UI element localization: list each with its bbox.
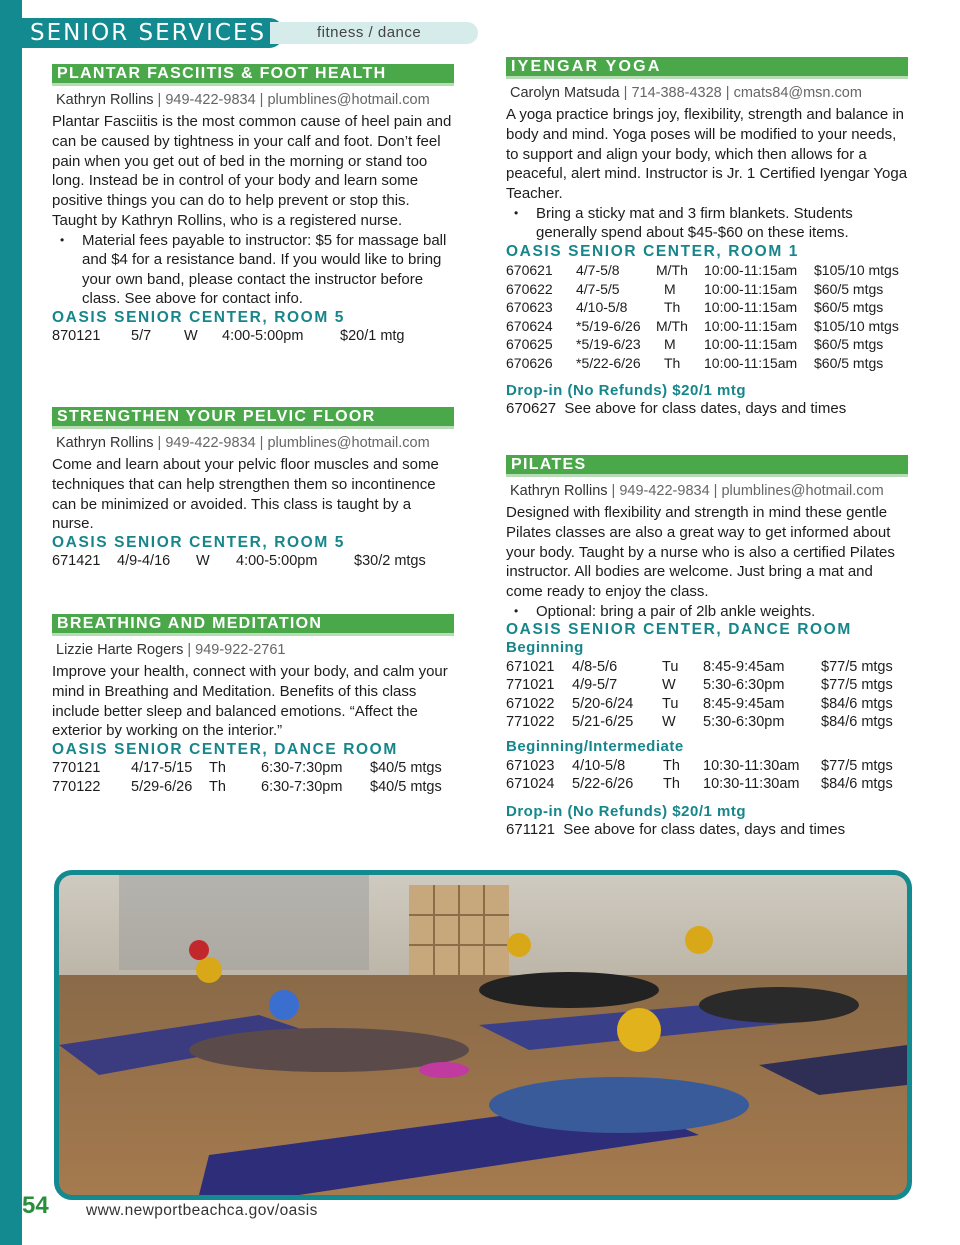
footer-url[interactable]: www.newportbeachca.gov/oasis <box>86 1202 318 1219</box>
course-day: M <box>664 336 676 353</box>
section-description: Plantar Fasciitis is the most common cause of heel pain and can be caused by tightness in your calf and foot. Don’t feel pain when you get out of bed in the morning or stand too long. Instead be in control of your body and learn some positive things you can do to help prevent or stop this. Taught by Kathryn Rollins, who is a registered nurse. <box>52 113 452 229</box>
instructor-name: Kathryn Rollins <box>56 92 154 108</box>
table-row <box>506 298 899 317</box>
instructor-phone: 949-422-9834 <box>619 483 710 499</box>
course-fee: $84/6 mtgs <box>821 714 893 731</box>
dropin-text: See above for class dates, days and times <box>563 821 846 839</box>
page-sidebar-stripe <box>0 0 22 1245</box>
table-row <box>506 713 893 732</box>
course-day: Th <box>664 354 681 371</box>
course-dates: 4/17-5/15 <box>131 760 193 777</box>
instructor-phone: 949-422-9834 <box>165 435 256 451</box>
course-fee: $77/5 mtgs <box>821 677 893 694</box>
course-time: 10:00-11:15am <box>704 280 798 297</box>
table-row <box>506 657 893 676</box>
table-row <box>506 756 893 775</box>
section-plantar <box>52 64 454 345</box>
dropin-line <box>506 400 908 418</box>
course-time: 10:00-11:15am <box>704 336 798 353</box>
course-day: W <box>662 677 676 694</box>
table-row <box>506 316 899 335</box>
table-row <box>52 552 426 571</box>
instructor-line: Kathryn Rollins | 949-422-9834 | plumblines@hotmail.com <box>56 435 430 451</box>
course-fee: $60/5 mtgs <box>814 354 884 371</box>
course-fee: $60/5 mtgs <box>814 280 884 297</box>
schedule-table <box>506 261 899 372</box>
course-dates: *5/19-6/23 <box>576 336 641 353</box>
location-label: OASIS SENIOR CENTER, DANCE ROOM <box>52 741 398 759</box>
instructor-name: Lizzie Harte Rogers <box>56 642 184 658</box>
dropin-label: Drop-in (No Refunds) $20/1 mtg <box>506 381 747 399</box>
course-time: 8:45-9:45am <box>703 695 785 712</box>
course-code: 670622 <box>506 280 553 297</box>
instructor-phone: 949-922-2761 <box>195 642 286 658</box>
course-fee: $105/10 mtgs <box>814 262 899 279</box>
location-label: OASIS SENIOR CENTER, ROOM 5 <box>52 308 345 326</box>
course-dates: 5/7 <box>131 328 152 345</box>
course-fee: $84/6 mtgs <box>821 695 893 712</box>
course-code: 670623 <box>506 299 553 316</box>
course-fee: $20/1 mtg <box>340 328 405 345</box>
table-row <box>52 759 442 778</box>
course-time: 10:30-11:30am <box>703 757 800 774</box>
course-dates: 5/29-6/26 <box>131 778 193 795</box>
course-code: 671421 <box>52 553 101 570</box>
course-dates: *5/22-6/26 <box>576 354 641 371</box>
schedule-table <box>52 759 442 796</box>
course-fee: $60/5 mtgs <box>814 299 884 316</box>
course-dates: *5/19-6/26 <box>576 317 641 334</box>
schedule-table <box>506 756 893 793</box>
course-code: 670626 <box>506 354 553 371</box>
photo-illustration <box>59 875 907 1195</box>
course-fee: $77/5 mtgs <box>821 757 893 774</box>
course-time: 6:30-7:30pm <box>261 778 343 795</box>
course-time: 4:00-5:00pm <box>222 328 304 345</box>
course-day: W <box>662 714 676 731</box>
dropin-line <box>506 821 908 839</box>
course-dates: 5/20-6/24 <box>572 695 634 712</box>
course-day: M/Th <box>656 317 688 334</box>
course-time: 6:30-7:30pm <box>261 760 343 777</box>
course-fee: $30/2 mtgs <box>354 553 426 570</box>
course-day: Th <box>209 778 226 795</box>
course-day: Th <box>664 299 681 316</box>
course-fee: $60/5 mtgs <box>814 336 884 353</box>
course-dates: 5/22-6/26 <box>572 776 634 793</box>
section-iyengar <box>506 57 908 418</box>
course-code: 671021 <box>506 658 555 675</box>
course-fee: $40/5 mtgs <box>370 778 442 795</box>
course-code: 670621 <box>506 262 553 279</box>
page-title: SENIOR SERVICES <box>30 20 267 46</box>
course-time: 5:30-6:30pm <box>703 677 785 694</box>
course-code: 770121 <box>52 760 101 777</box>
table-row <box>52 327 405 346</box>
pilates-class-photo <box>54 870 912 1200</box>
course-day: W <box>196 553 210 570</box>
table-row <box>506 261 899 280</box>
table-row <box>506 353 899 372</box>
table-row <box>506 694 893 713</box>
course-code: 670625 <box>506 336 553 353</box>
section-breathing <box>52 614 454 796</box>
course-day: Th <box>209 760 226 777</box>
section-title: IYENGAR YOGA <box>506 57 908 79</box>
instructor-name: Kathryn Rollins <box>510 483 608 499</box>
page-subtitle: fitness / dance <box>317 24 422 41</box>
table-row <box>506 775 893 794</box>
section-pilates <box>506 455 908 839</box>
section-description: Designed with flexibility and strength in mind these gentle Pilates classes are also a great way to get informed about your body. Taught by a nurse who is also a certified Pilates instructor. All bodies are welcome. Just bring a mat and come ready to enjoy the class. <box>506 504 895 601</box>
course-time: 10:00-11:15am <box>704 299 798 316</box>
course-time: 10:00-11:15am <box>704 354 798 371</box>
instructor-email[interactable]: plumblines@hotmail.com <box>267 92 430 108</box>
course-dates: 4/10-5/8 <box>572 757 626 774</box>
instructor-email[interactable]: plumblines@hotmail.com <box>721 483 884 499</box>
instructor-name: Kathryn Rollins <box>56 435 154 451</box>
course-code: 670627 <box>506 399 557 417</box>
location-label: OASIS SENIOR CENTER, ROOM 1 <box>506 242 799 260</box>
table-row <box>506 279 899 298</box>
course-time: 10:00-11:15am <box>704 317 798 334</box>
course-day: W <box>184 328 198 345</box>
course-fee: $77/5 mtgs <box>821 658 893 675</box>
course-time: 10:30-11:30am <box>703 776 800 793</box>
table-row <box>52 778 442 797</box>
course-code: 670624 <box>506 317 553 334</box>
section-title: PILATES <box>506 455 908 477</box>
instructor-email[interactable]: cmats84@msn.com <box>733 85 862 101</box>
level-label: Beginning/Intermediate <box>506 738 684 756</box>
course-time: 4:00-5:00pm <box>236 553 318 570</box>
section-title: BREATHING AND MEDITATION <box>52 614 454 636</box>
course-dates: 4/9-4/16 <box>117 553 171 570</box>
course-day: Th <box>663 776 680 793</box>
instructor-name: Carolyn Matsuda <box>510 85 620 101</box>
schedule-table <box>52 327 405 346</box>
course-fee: $105/10 mtgs <box>814 317 899 334</box>
dropin-label: Drop-in (No Refunds) $20/1 mtg <box>506 803 747 821</box>
bullet-note: • Material fees payable to instructor: $5 for massage ball and $4 for a resistance band. If you would like to bring your own band, please contact the instructor before class. See above for contact info. <box>52 231 454 309</box>
page-number: 54 <box>22 1192 49 1219</box>
course-code: 870121 <box>52 328 101 345</box>
instructor-line: Lizzie Harte Rogers | 949-922-2761 <box>56 642 286 658</box>
course-day: M/Th <box>656 262 688 279</box>
section-pelvic <box>52 407 454 571</box>
course-time: 10:00-11:15am <box>704 262 798 279</box>
course-day: Th <box>663 757 680 774</box>
schedule-table <box>506 657 893 731</box>
dropin-text: See above for class dates, days and times <box>564 399 847 417</box>
section-description: Improve your health, connect with your body, and calm your mind in Breathing and Meditation. Benefits of this class include better sleep and balanced emotions. “Affect the exterior by working on the interior.” <box>52 663 448 740</box>
course-day: M <box>664 280 676 297</box>
table-row <box>506 676 893 695</box>
instructor-phone: 714-388-4328 <box>631 85 722 101</box>
course-dates: 5/21-6/25 <box>572 714 634 731</box>
instructor-line: Kathryn Rollins | 949-422-9834 | plumblines@hotmail.com <box>56 92 430 108</box>
course-code: 770122 <box>52 778 101 795</box>
course-code: 671022 <box>506 695 555 712</box>
table-row <box>506 335 899 354</box>
course-code: 671121 <box>506 821 555 839</box>
course-time: 8:45-9:45am <box>703 658 785 675</box>
bullet-note: • Optional: bring a pair of 2lb ankle weights. <box>506 602 908 622</box>
course-day: Tu <box>662 695 679 712</box>
course-dates: 4/7-5/5 <box>576 280 620 297</box>
instructor-line: Kathryn Rollins | 949-422-9834 | plumblines@hotmail.com <box>510 483 884 499</box>
course-code: 771021 <box>506 677 555 694</box>
course-code: 771022 <box>506 714 555 731</box>
section-title: PLANTAR FASCIITIS & FOOT HEALTH <box>52 64 454 86</box>
course-fee: $40/5 mtgs <box>370 760 442 777</box>
bullet-note: • Bring a sticky mat and 3 firm blankets. Students generally spend about $45-$60 on these items. <box>506 204 908 243</box>
location-label: OASIS SENIOR CENTER, ROOM 5 <box>52 534 345 552</box>
course-time: 5:30-6:30pm <box>703 714 785 731</box>
schedule-table <box>52 552 426 571</box>
instructor-email[interactable]: plumblines@hotmail.com <box>267 435 430 451</box>
course-day: Tu <box>662 658 679 675</box>
level-label: Beginning <box>506 639 584 657</box>
course-dates: 4/8-5/6 <box>572 658 618 675</box>
instructor-line: Carolyn Matsuda | 714-388-4328 | cmats84@msn.com <box>510 85 862 101</box>
course-dates: 4/10-5/8 <box>576 299 628 316</box>
location-label: OASIS SENIOR CENTER, DANCE ROOM <box>506 621 852 639</box>
course-code: 671024 <box>506 776 555 793</box>
instructor-phone: 949-422-9834 <box>165 92 256 108</box>
course-code: 671023 <box>506 757 555 774</box>
section-description: Come and learn about your pelvic floor muscles and some techniques that can help strengthen them so incontinence can be minimized or avoided. This class is taught by a nurse. <box>52 456 439 533</box>
section-description: A yoga practice brings joy, flexibility, strength and balance in body and mind. Yoga poses will be modified to your needs, to support and align your body, which then allows for a peaceful, alert mind. Instructor is Jr. 1 Certified Iyengar Yoga Teacher. <box>506 106 908 203</box>
course-dates: 4/9-5/7 <box>572 677 618 694</box>
section-title: STRENGTHEN YOUR PELVIC FLOOR <box>52 407 454 429</box>
course-dates: 4/7-5/8 <box>576 262 620 279</box>
course-fee: $84/6 mtgs <box>821 776 893 793</box>
